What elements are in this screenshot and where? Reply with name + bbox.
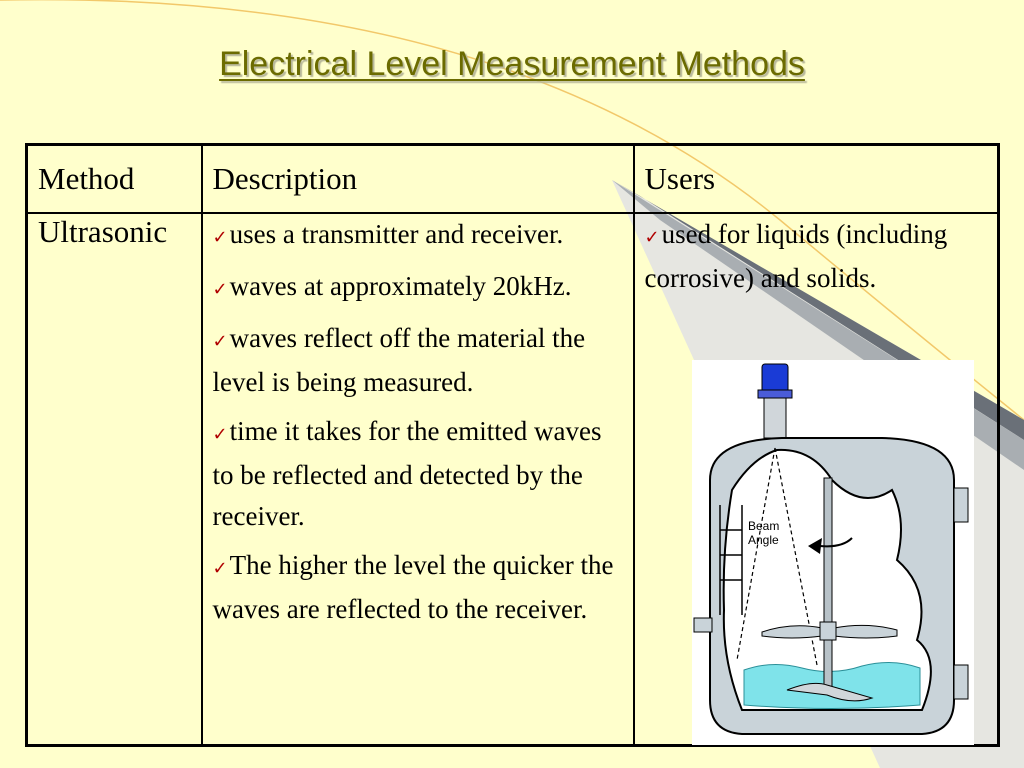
description-bullet xyxy=(213,545,623,630)
checkmark-icon: ✓ xyxy=(212,424,228,445)
header-users: Users xyxy=(634,145,999,214)
users-text: used for liquids (including corrosive) and solids. xyxy=(644,219,948,293)
description-cell xyxy=(202,213,634,746)
bullet-text: The higher the level the quicker the waves are reflected to the receiver. xyxy=(212,550,614,624)
nozzle-bottom-right xyxy=(954,665,968,699)
method-cell: Ultrasonic xyxy=(27,213,202,746)
checkmark-icon: ✓ xyxy=(212,279,228,300)
description-bullet xyxy=(213,411,623,537)
description-bullet xyxy=(213,214,623,258)
checkmark-icon: ✓ xyxy=(212,227,228,248)
header-description: Description xyxy=(202,145,634,214)
bullet-text: uses a transmitter and receiver. xyxy=(229,219,564,249)
slide-title: Electrical Level Measurement Methods xyxy=(219,45,805,83)
beam-label-line1: Beam xyxy=(748,519,780,533)
description-bullet xyxy=(213,318,623,403)
description-bullet xyxy=(213,266,623,310)
beam-label-line2: Angle xyxy=(748,533,779,547)
nozzle-left xyxy=(694,618,712,632)
checkmark-icon: ✓ xyxy=(212,331,228,352)
bullet-text: time it takes for the emitted waves to be reflected and detected by the receiver. xyxy=(212,416,602,531)
checkmark-icon: ✓ xyxy=(212,558,228,579)
table-header-row xyxy=(27,145,999,214)
users-bullet xyxy=(645,214,988,299)
ultrasonic-tank-illustration xyxy=(692,360,974,745)
header-method: Method xyxy=(27,145,202,214)
bullet-text: waves at approximately 20kHz. xyxy=(229,271,572,301)
bullet-text: waves reflect off the material the level is being measured. xyxy=(212,323,586,397)
nozzle-top-right xyxy=(954,488,968,522)
checkmark-icon: ✓ xyxy=(644,227,660,248)
